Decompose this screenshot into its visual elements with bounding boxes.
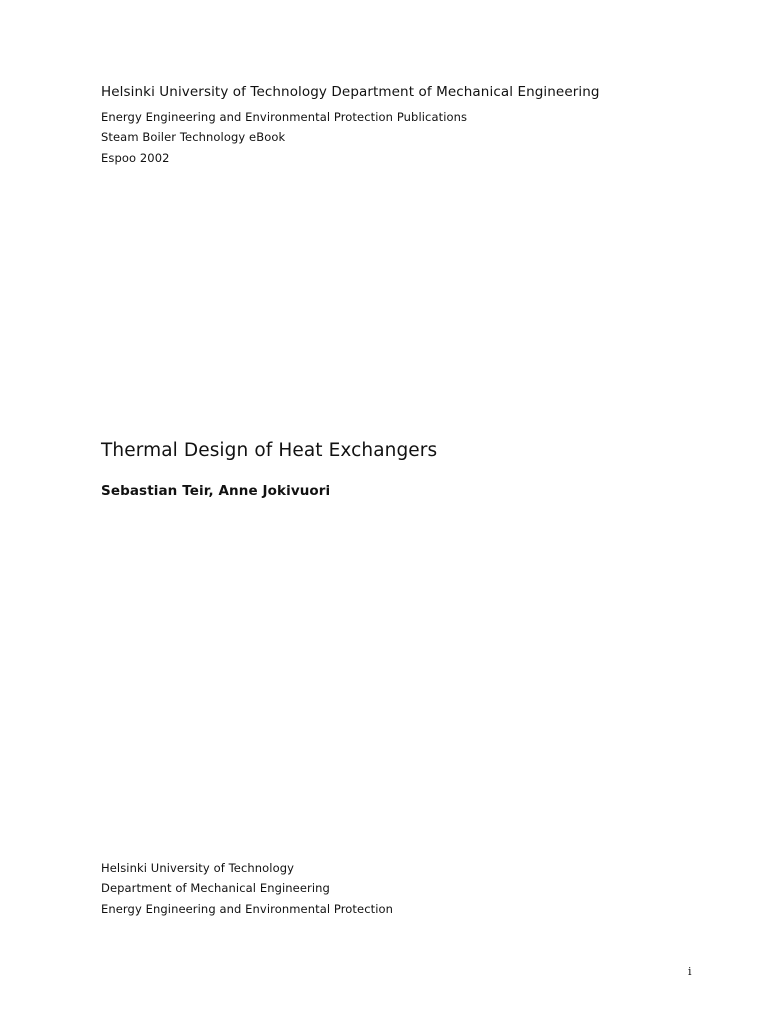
ebook-name: Steam Boiler Technology eBook	[101, 130, 286, 144]
footer-university: Helsinki University of Technology	[101, 861, 295, 875]
place-year: Espoo 2002	[101, 151, 170, 165]
document-authors: Sebastian Teir, Anne Jokivuori	[101, 483, 331, 499]
footer-department: Department of Mechanical Engineering	[101, 881, 330, 895]
footer-division: Energy Engineering and Environmental Protection	[101, 902, 394, 916]
page-number: i	[688, 965, 692, 978]
document-title: Thermal Design of Heat Exchangers	[101, 440, 438, 461]
publication-series: Energy Engineering and Environmental Protection Publications	[101, 110, 468, 124]
institution-header: Helsinki University of Technology Department of Mechanical Engineering	[101, 84, 600, 100]
